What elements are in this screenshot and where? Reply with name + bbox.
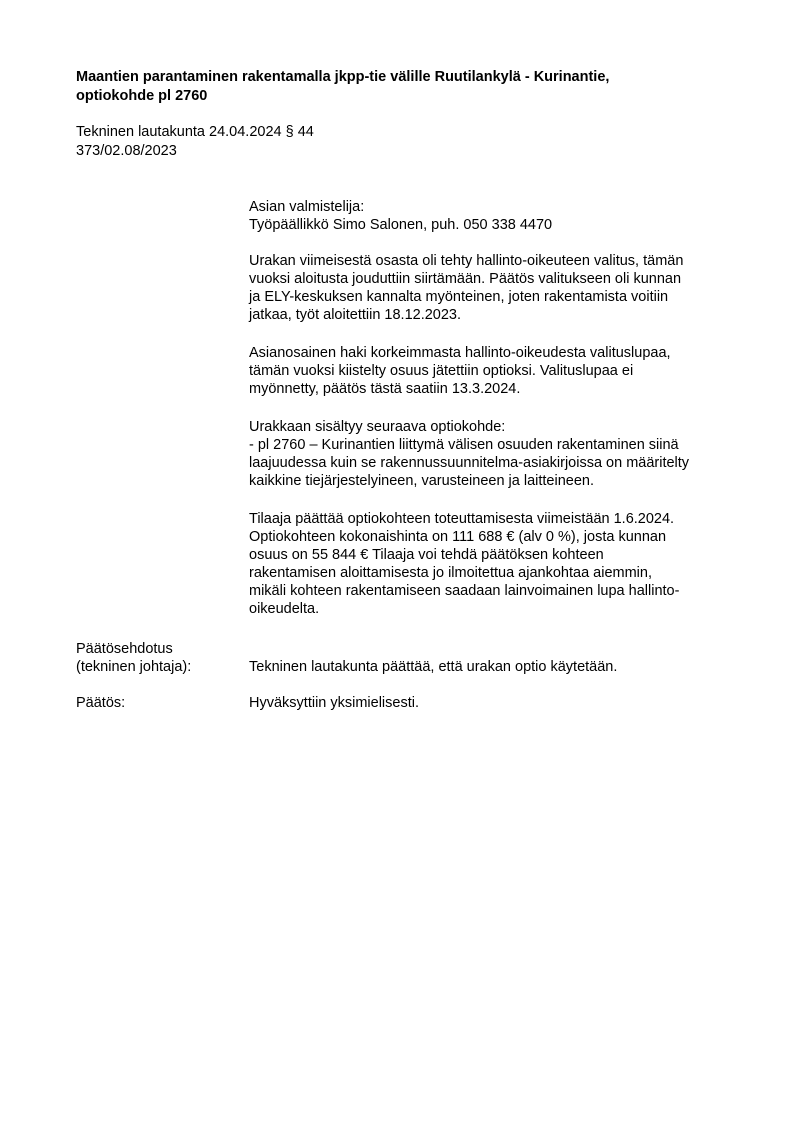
paragraph-line: jatkaa, työt aloitettiin 18.12.2023. <box>249 307 462 323</box>
meeting-meta <box>76 123 314 161</box>
paragraph-line: kaikkine tiejärjestelyineen, varusteineen ja laitteineen. <box>249 473 594 489</box>
preparer-name: Työpäällikkö Simo Salonen, puh. 050 338 4470 <box>249 217 553 233</box>
paragraph-option-item <box>249 418 749 490</box>
paragraph-line: myönnetty, päätös tästä saatiin 13.3.2024. <box>249 381 521 397</box>
paragraph-line: rakentamisen aloittamisesta jo ilmoitettua ajankohtaa aiemmin, <box>249 565 652 581</box>
paragraph-line: ja ELY-keskuksen kannalta myönteinen, joten rakentamista voitiin <box>249 289 669 305</box>
paragraph-line: Optiokohteen kokonaishinta on 111 688 € (alv 0 %), josta kunnan <box>249 529 667 545</box>
proposal-label-line-2: (tekninen johtaja): <box>76 659 192 675</box>
paragraph-line: - pl 2760 – Kurinantien liittymä välisen osuuden rakentaminen siinä <box>249 437 679 453</box>
paragraph-line: laajuudessa kuin se rakennussuunnitelma-asiakirjoissa on määritelty <box>249 455 690 471</box>
preparer-block <box>249 198 749 234</box>
paragraph-line: Urakkaan sisältyy seuraava optiokohde: <box>249 419 506 435</box>
title-line-2: optiokohde pl 2760 <box>76 88 208 104</box>
paragraph-line: oikeudelta. <box>249 601 320 617</box>
decision-label: Päätös: <box>76 695 126 711</box>
proposal-label-line-1: Päätösehdotus <box>76 641 173 657</box>
paragraph-line: tämän vuoksi kiistelty osuus jätettiin optioksi. Valituslupaa ei <box>249 363 634 379</box>
paragraph-line: osuus on 55 844 € Tilaaja voi tehdä päätöksen kohteen <box>249 547 604 563</box>
title-line-1: Maantien parantaminen rakentamalla jkpp-tie välille Ruutilankylä - Kurinantie, <box>76 69 610 85</box>
paragraph-line: Tilaaja päättää optiokohteen toteuttamisesta viimeistään 1.6.2024. <box>249 511 675 527</box>
case-number: 373/02.08/2023 <box>76 143 177 159</box>
document-title <box>76 68 756 106</box>
board-and-date: Tekninen lautakunta 24.04.2024 § 44 <box>76 124 314 140</box>
paragraph-option-decision <box>249 510 749 618</box>
decision-text: Hyväksyttiin yksimielisesti. <box>249 695 419 711</box>
proposal-label <box>76 640 191 676</box>
proposal-text: Tekninen lautakunta päättää, että urakan optio käytetään. <box>249 659 618 675</box>
paragraph-line: mikäli kohteen rakentamiseen saadaan lainvoimainen lupa hallinto- <box>249 583 680 599</box>
preparer-label: Asian valmistelija: <box>249 199 365 215</box>
paragraph-line: vuoksi aloitusta jouduttiin siirtämään. Päätös valitukseen oli kunnan <box>249 271 682 287</box>
paragraph-appeal <box>249 252 749 324</box>
paragraph-line: Urakan viimeisestä osasta oli tehty hallinto-oikeuteen valitus, tämän <box>249 253 684 269</box>
paragraph-line: Asianosainen haki korkeimmasta hallinto-oikeudesta valituslupaa, <box>249 345 671 361</box>
paragraph-leave-to-appeal <box>249 344 749 398</box>
